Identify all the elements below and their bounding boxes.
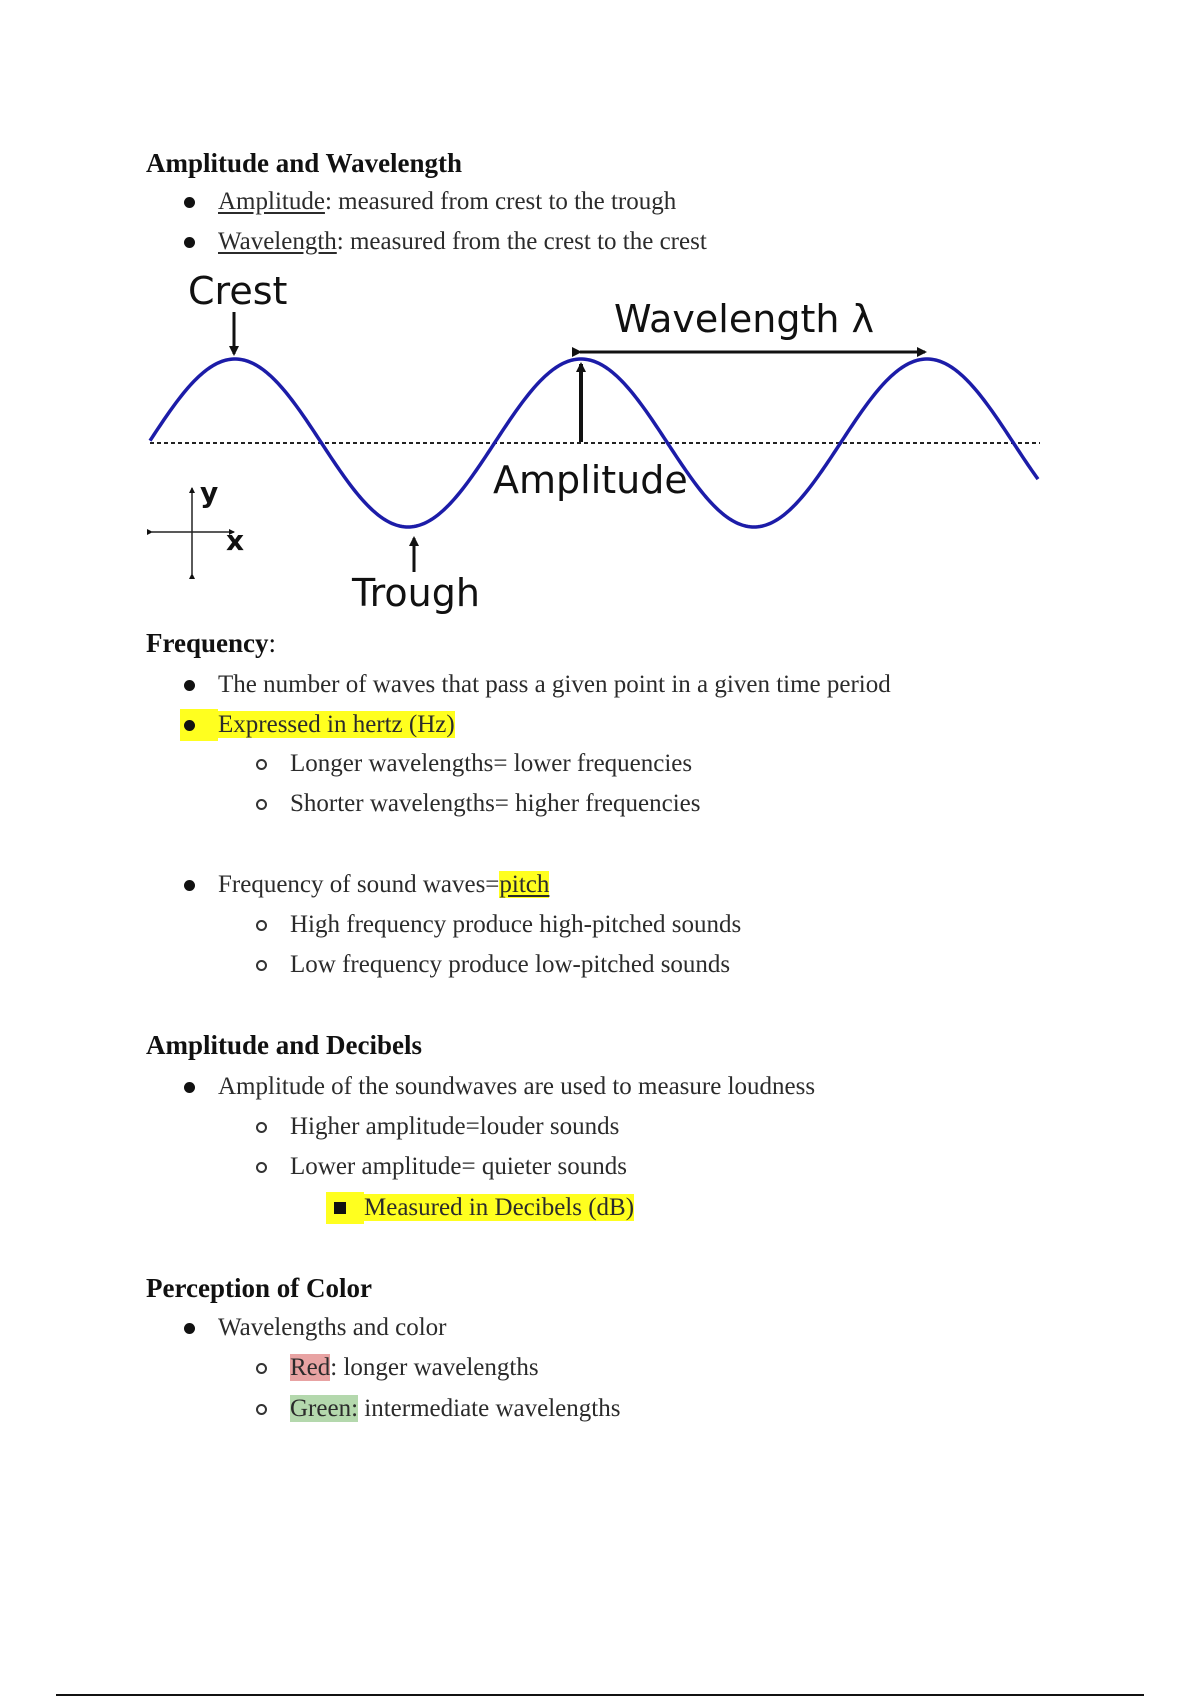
list-item: [218, 869, 549, 901]
bullet-disc-icon: [184, 720, 195, 731]
bullet-circle-icon: [256, 759, 267, 770]
bullet-disc-icon: [184, 680, 195, 691]
sub-list-item: [290, 788, 701, 820]
sub-list-item: [290, 949, 730, 981]
sub-list-item: [290, 909, 741, 941]
page-bottom-rule: [56, 1694, 1144, 1696]
bullet-circle-icon: [256, 1363, 267, 1374]
section-heading-amplitude-wavelength: Amplitude and Wavelength: [146, 148, 463, 178]
frequency-heading-text: Frequency: [146, 628, 269, 658]
wavelength-label: Wavelength λ: [614, 297, 874, 341]
frequency-heading-colon: :: [268, 628, 277, 658]
x-axis-label: x: [226, 524, 245, 557]
bullet-disc-icon: [184, 1082, 195, 1093]
sub-list-item: [290, 1111, 619, 1143]
bullet-circle-icon: [256, 920, 267, 931]
amplitude-label: Amplitude: [493, 458, 688, 502]
sub-list-item: [290, 748, 692, 780]
list-item-text: Expressed in hertz (Hz): [218, 711, 455, 738]
trough-label: Trough: [352, 571, 480, 615]
bullet-circle-icon: [256, 1404, 267, 1415]
list-item-text: Measured in Decibels (dB): [364, 1194, 635, 1221]
bullet-circle-icon: [256, 960, 267, 971]
bullet-disc-icon: [184, 197, 195, 208]
crest-label: Crest: [188, 269, 288, 313]
list-item: [218, 1071, 815, 1103]
list-item: [218, 186, 676, 218]
list-item-text: High frequency produce high-pitched sounds: [290, 911, 742, 938]
sub-list-item: [290, 1393, 620, 1425]
term-pitch: pitch: [499, 871, 550, 898]
bullet-disc-icon: [184, 1323, 195, 1334]
list-item-text: Longer wavelengths= lower frequencies: [290, 750, 693, 777]
term-green: Green:: [290, 1395, 359, 1422]
list-item: [218, 669, 891, 701]
list-item-text: Shorter wavelengths= higher frequencies: [290, 790, 701, 817]
list-item-highlighted: [218, 709, 455, 741]
list-item: [218, 226, 707, 258]
list-item-text: Higher amplitude=louder sounds: [290, 1113, 620, 1140]
section-heading-perception-color: Perception of Color: [146, 1273, 372, 1303]
definition-text: : measured from the crest to the crest: [336, 228, 707, 255]
sub-sub-list-item-highlighted: [364, 1192, 634, 1224]
list-item-text: Wavelengths and color: [218, 1314, 447, 1341]
section-heading-frequency: [146, 628, 276, 659]
bullet-circle-icon: [256, 799, 267, 810]
y-axis-label: y: [200, 476, 219, 509]
section-heading-amplitude-decibels: Amplitude and Decibels: [146, 1030, 423, 1060]
list-item-text: : longer wavelengths: [330, 1354, 539, 1381]
list-item-text: intermediate wavelengths: [358, 1395, 621, 1422]
sub-list-item: [290, 1151, 627, 1183]
list-item-text: The number of waves that pass a given point in a given time period: [218, 671, 891, 698]
term-amplitude: Amplitude: [218, 188, 325, 215]
list-item: [218, 1312, 446, 1344]
term-wavelength: Wavelength: [218, 228, 337, 255]
bullet-disc-icon: [184, 237, 195, 248]
bullet-square-icon: [334, 1202, 346, 1214]
bullet-circle-icon: [256, 1162, 267, 1173]
bullet-circle-icon: [256, 1122, 267, 1133]
list-item-text: Frequency of sound waves=: [218, 871, 500, 898]
definition-text: : measured from crest to the trough: [324, 188, 677, 215]
term-red: Red: [290, 1354, 331, 1381]
wave-diagram: [140, 262, 1040, 622]
list-item-text: Amplitude of the soundwaves are used to measure loudness: [218, 1073, 816, 1100]
sub-list-item: [290, 1352, 539, 1384]
bullet-disc-icon: [184, 880, 195, 891]
list-item-text: Lower amplitude= quieter sounds: [290, 1153, 627, 1180]
list-item-text: Low frequency produce low-pitched sounds: [290, 951, 731, 978]
